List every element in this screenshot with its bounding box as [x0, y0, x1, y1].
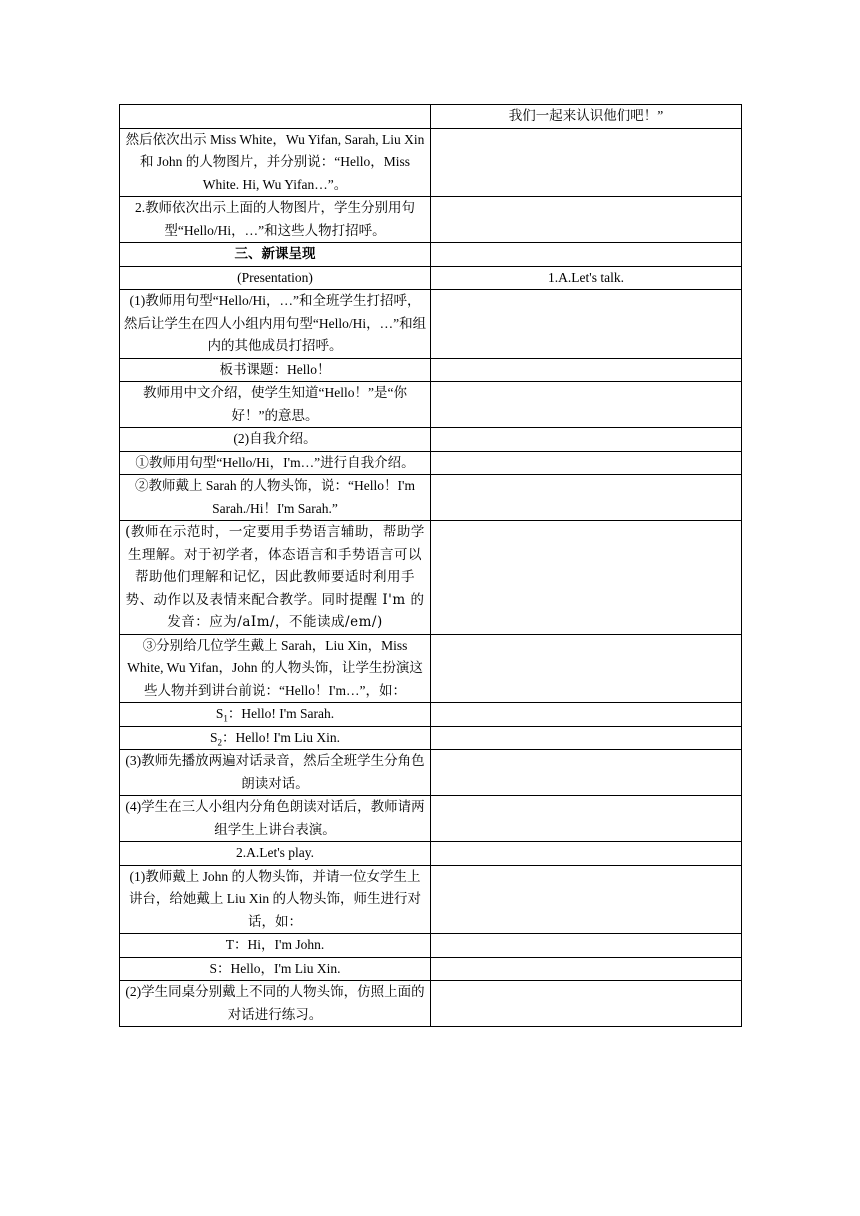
table-row [120, 842, 742, 866]
right-cell [431, 382, 742, 428]
table-row [120, 451, 742, 475]
right-cell [431, 796, 742, 842]
right-cell [431, 428, 742, 452]
right-cell [431, 197, 742, 243]
right-cell [431, 634, 742, 703]
left-cell: ①教师用句型“Hello/Hi，I'm…”进行自我介绍。 [120, 451, 431, 475]
right-cell [431, 750, 742, 796]
table-row [120, 957, 742, 981]
table-row [120, 634, 742, 703]
table-row [120, 865, 742, 934]
right-cell [431, 865, 742, 934]
table-row [120, 128, 742, 197]
left-cell: (3)教师先播放两遍对话录音，然后全班学生分角色朗读对话。 [120, 750, 431, 796]
speaker-subscript: 2 [217, 737, 223, 748]
table-row [120, 358, 742, 382]
right-cell: 1.A.Let's talk. [431, 266, 742, 290]
right-cell [431, 290, 742, 359]
table-row [120, 703, 742, 727]
right-cell [431, 451, 742, 475]
left-cell: (2)学生同桌分别戴上不同的人物头饰，仿照上面的对话进行练习。 [120, 981, 431, 1027]
right-cell [431, 358, 742, 382]
table-row [120, 266, 742, 290]
left-cell: 2.教师依次出示上面的人物图片，学生分别用句型“Hello/Hi，…”和这些人物打招呼。 [120, 197, 431, 243]
left-cell: 然后依次出示 Miss White，Wu Yifan, Sarah, Liu Xin 和 John 的人物图片，并分别说：“Hello，Miss White. Hi, Wu Yifan…”。 [120, 128, 431, 197]
left-cell: (1)教师用句型“Hello/Hi，…”和全班学生打招呼，然后让学生在四人小组内用句型“Hello/Hi，…”和组内的其他成员打招呼。 [120, 290, 431, 359]
table-row [120, 981, 742, 1027]
dialogue-line [120, 703, 431, 727]
dialogue-text: ：Hello! I'm Sarah. [227, 706, 335, 721]
right-cell [431, 957, 742, 981]
right-cell [431, 521, 742, 635]
left-cell: ③分别给几位学生戴上 Sarah，Liu Xin，Miss White, Wu Yifan，John 的人物头饰，让学生扮演这些人物并到讲台前说：“Hello！I'm…”，如： [120, 634, 431, 703]
left-cell: 2.A.Let's play. [120, 842, 431, 866]
lesson-plan-table [119, 104, 742, 1027]
table-row [120, 105, 742, 129]
left-cell [120, 105, 431, 129]
table-row [120, 197, 742, 243]
left-cell: S：Hello，I'm Liu Xin. [120, 957, 431, 981]
table-row [120, 382, 742, 428]
right-cell [431, 842, 742, 866]
dialogue-text: ：Hello! I'm Liu Xin. [222, 729, 340, 745]
table-row [120, 521, 742, 635]
table-row [120, 290, 742, 359]
speaker-subscript: 1 [223, 713, 228, 724]
right-cell [431, 726, 742, 750]
right-cell: 我们一起来认识他们吧！” [431, 105, 742, 129]
right-cell [431, 981, 742, 1027]
left-cell: ②教师戴上 Sarah 的人物头饰，说：“Hello！I'm Sarah./Hi！I'm Sarah.” [120, 475, 431, 521]
left-cell: (Presentation) [120, 266, 431, 290]
left-cell: (1)教师戴上 John 的人物头饰，并请一位女学生上讲台，给她戴上 Liu Xin 的人物头饰，师生进行对话，如： [120, 865, 431, 934]
left-cell: (2)自我介绍。 [120, 428, 431, 452]
table-row [120, 726, 742, 750]
left-cell: 教师用中文介绍，使学生知道“Hello！”是“你好！”的意思。 [120, 382, 431, 428]
section-heading: 三、新课呈现 [120, 243, 431, 267]
table-row [120, 243, 742, 267]
teaching-note: (教师在示范时，一定要用手势语言辅助，帮助学生理解。对于初学者，体态语言和手势语言可以帮助他们理解和记忆，因此教师要适时利用手势、动作以及表情来配合教学。同时提醒 I'm 的发音：应为/aIm/，不能读成/em/) [120, 521, 431, 635]
right-cell [431, 703, 742, 727]
table-row [120, 796, 742, 842]
dialogue-line [120, 726, 431, 750]
right-cell [431, 243, 742, 267]
left-cell: (4)学生在三人小组内分角色朗读对话后，教师请两组学生上讲台表演。 [120, 796, 431, 842]
right-cell [431, 934, 742, 958]
table-row [120, 475, 742, 521]
table-row [120, 428, 742, 452]
speaker-letter: S [210, 729, 218, 745]
right-cell [431, 475, 742, 521]
left-cell: 板书课题：Hello！ [120, 358, 431, 382]
table-row [120, 934, 742, 958]
table-row [120, 750, 742, 796]
right-cell [431, 128, 742, 197]
left-cell: T：Hi，I'm John. [120, 934, 431, 958]
speaker-letter: S [215, 706, 224, 721]
